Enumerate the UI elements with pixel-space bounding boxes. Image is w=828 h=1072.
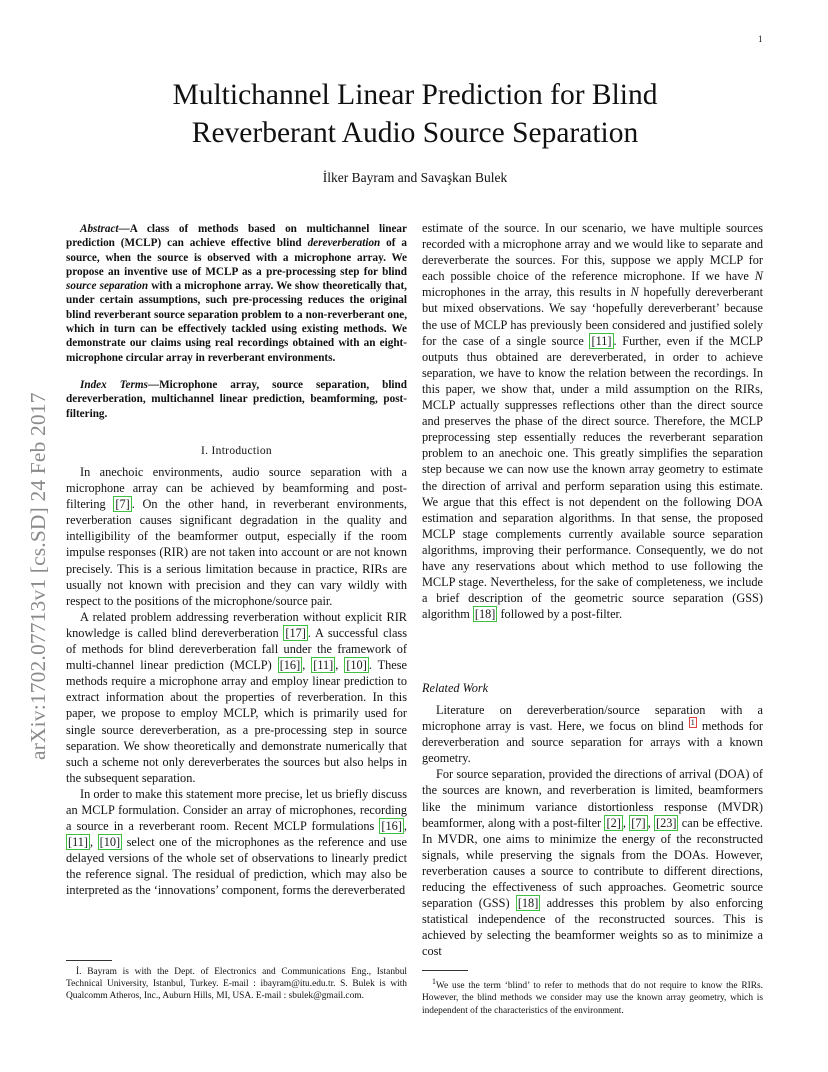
text-run: methods for dereverberation and source separation for arrays with a known geometry.: [422, 719, 763, 766]
authors: İlker Bayram and Savaşkan Bulek: [322, 170, 508, 185]
abstract: [66, 222, 407, 365]
citation-link[interactable]: [16]: [279, 658, 301, 673]
paragraph: [66, 609, 407, 786]
citation-link[interactable]: [11]: [313, 658, 334, 673]
citation-link[interactable]: [10]: [99, 835, 121, 850]
paragraph: [422, 766, 763, 959]
citation-link[interactable]: [10]: [346, 658, 367, 673]
index-terms-text: —Microphone array, source separation, blind dereverberation, multichannel linear prediction, beamforming, post-filtering.: [66, 379, 407, 420]
text-run: In order to make this statement more precise, let us briefly discuss an MCLP formulation. Consider an array of microphones, recording a source in a reverberant room. Recent MCLP formulations: [66, 786, 407, 834]
text-run: estimate of the source. In our scenario, we have multiple sources recorded with a microphone array and we would like to separate and dereverberate the sources. For this, suppose we apply MCLP for each possible choice of the reference microphone. If we have: [422, 221, 763, 284]
paper-title: [70, 76, 760, 152]
footnote-rule-right: [422, 970, 468, 971]
text-run: A related problem addressing reverberation without explicit RIR knowledge is called blind dereverberation: [66, 609, 407, 640]
math-symbol: N: [754, 269, 763, 284]
text-run: Literature on dereverberation/source separation with a microphone array is vast. Here, we focus on blind: [422, 703, 763, 734]
text-run: microphones in the array, this results in: [422, 285, 631, 300]
text-run: . On the other hand, in reverberant environments, reverberation causes significant degradation in the quality and intelligibility of the beamformer output, especially if the room impulse responses (RIR) are not taken into account or are not known precisely. This is a serious limitation because in practice, RIRs are usually not known with precision and they can vary wildly with respect to the positions of the microphone/source pair.: [66, 497, 407, 608]
abstract-lead: Abstract: [80, 223, 119, 235]
paragraph: [422, 220, 763, 622]
abstract-text-2: of a source, when the source is observed with a microphone array. We propose an inventive use of MCLP as a pre-processing step for blind: [66, 237, 407, 278]
text-run: hopefully dereverberant but mixed observations. We say ‘hopefully dereverberant’ because the use of MCLP has previously been considered and justified solely for the case of a single source: [422, 285, 763, 348]
paragraph: [422, 702, 763, 766]
arxiv-stamp[interactable]: arXiv:1702.07713v1 [cs.SD] 24 Feb 2017: [26, 392, 50, 760]
abstract-text-3: with a microphone array. We show theoretically that, under certain assumptions, such pre-processing reduces the original blind reverberant source separation problem to a non-reverberant one, which in turn can be effectively tackled using existing methods. We demonstrate our claims using real recordings obtained with an eight-microphone circular array in reverberant environments.: [66, 280, 407, 364]
text-run: In anechoic environments, audio source separation with a microphone array can be achieved by beamforming and post-filtering: [66, 465, 407, 512]
text-run: ,: [335, 658, 345, 673]
text-run: addresses this problem by also enforcing statistical independence of the reconstructed sources. This is achieved by selecting the beamformer weights so as to minimize a cost: [422, 896, 763, 959]
index-terms: [66, 378, 407, 421]
footnote-rule-left: [66, 960, 112, 961]
text-run: select one of the microphones as the reference and use delayed versions of the whole set of observations to linearly predict the reference signal. The residual of prediction, which may also be interpreted as the ‘innovations’ component, forms the dereverberated: [66, 835, 407, 898]
right-column-body-continued: [422, 702, 763, 960]
text-run: can be effective. In MVDR, one aims to minimize the energy of the reconstructed signals, while preserving the signals from the DOAs. However, reverberation causes a source to contribute to different directions, reducing the effectiveness of such approaches. Geometric source separation (GSS): [422, 815, 763, 911]
footnote-affiliations: [66, 966, 407, 1003]
citation-link[interactable]: [16]: [381, 819, 402, 834]
citation-link[interactable]: [23]: [655, 815, 677, 830]
left-column-body: [66, 464, 407, 899]
citation-link[interactable]: [18]: [517, 896, 539, 911]
section-heading: I. Introduction: [201, 445, 272, 457]
abstract-emphasis-1: dereverberation: [307, 237, 381, 250]
citation-link[interactable]: [17]: [285, 625, 306, 640]
text-run: . Further, even if the MCLP outputs thus obtained are dereverberated, in order to achieve separation, we have to know the relation between the recordings. In this paper, we show that, under a mild assumption on the RIRs, MCLP actually suppresses reflections other than the direct source and preserves the phase of the direct source. Therefore, the MCLP preprocessing step essentially reduces the reverberant separation problem to an anechoic one. This greatly simplifies the separation step because we can now use the known array geometry to estimate the direction of arrival and perform separation using this estimate. We argue that this effect is not dependent on the following DOA estimation and separation algorithms. In that sense, the proposed MCLP stage complements currently available source separation algorithms, improving their performance. Consequently, we do not have any reservations about which method to use following the MCLP stage. Nevertheless, for the sake of completeness, we include a brief description of the geometric source separation (GSS) algorithm: [422, 333, 763, 622]
text-run: ,: [622, 815, 630, 830]
footnote-marker[interactable]: 1: [690, 718, 695, 727]
citation-link[interactable]: [18]: [474, 607, 496, 622]
right-column-body: [422, 220, 763, 622]
title-line-1: Multichannel Linear Prediction for Blind: [172, 79, 658, 111]
footnote-number: 1: [432, 977, 436, 986]
text-run: For source separation, provided the directions of arrival (DOA) of the sources are known, and reverberation is limited, beamformers like the minimum variance distortionless response (MVDR) beamformer, along with a post-filter: [422, 767, 763, 830]
citation-link[interactable]: [11]: [591, 333, 612, 348]
text-run: ,: [647, 815, 654, 830]
text-run: ,: [403, 819, 407, 834]
paragraph: [66, 786, 407, 899]
citation-link[interactable]: [11]: [68, 835, 89, 850]
abstract-text-1: —A class of methods based on multichannel linear prediction (MCLP) can achieve effective blind: [66, 223, 407, 250]
text-run: ,: [90, 835, 98, 850]
text-run: . These methods require a microphone array and employ linear prediction to extract information about the properties of reverberation. In this paper, we propose to employ MCLP, which is primarily used for single source dereverberation, as a pre-processing step in source separation. We show theoretically and demonstrate numerically that such a scheme not only dereverberates the sources but also helps in the subsequent separation.: [66, 658, 407, 785]
abstract-emphasis-2: source separation: [66, 280, 149, 293]
math-symbol: N: [630, 285, 639, 300]
paragraph: [66, 464, 407, 609]
index-terms-lead: Index Terms: [80, 379, 148, 391]
title-line-2: Reverberant Audio Source Separation: [191, 117, 639, 149]
text-run: ,: [302, 658, 312, 673]
citation-link[interactable]: [7]: [115, 497, 130, 512]
text-run: followed by a post-filter.: [497, 607, 623, 622]
footnote-text: We use the term ‘blind’ to refer to methods that do not require to know the RIRs. However, the blind methods we consider may use the known array geometry, which is independent of the characteristics of the environment.: [422, 981, 763, 1016]
page-number: 1: [758, 34, 763, 44]
citation-link[interactable]: [2]: [606, 815, 621, 830]
citation-link[interactable]: [7]: [631, 815, 646, 830]
text-run: . A successful class of methods for blind dereverberation fall under the framework of multi-channel linear prediction (MCLP): [66, 625, 407, 673]
footnote-text: İ. Bayram is with the Dept. of Electronics and Communications Eng., Istanbul Technical University, Istanbul, Turkey. E-mail : ibayram@itu.edu.tr. S. Bulek is with Qualcomm Atheros, Inc., Auburn Hills, MI, USA. E-mail : sbulek@gmail.com.: [66, 967, 407, 1002]
subsection-heading: Related Work: [422, 681, 489, 695]
footnote-blind: [422, 976, 763, 1017]
